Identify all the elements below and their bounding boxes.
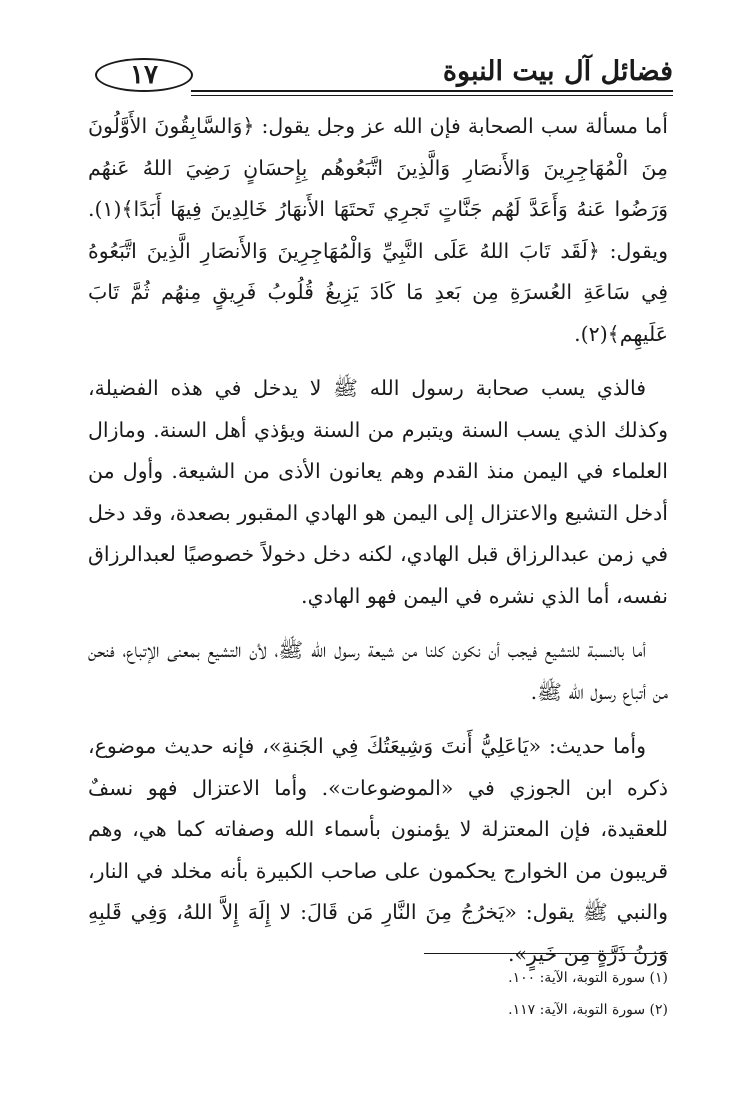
page-number: ١٧ (95, 58, 193, 92)
paragraph-companions: أما مسألة سب الصحابة فإن الله عز وجل يقول: ﴿وَالسَّابِقُونَ الأَوَّلُونَ مِنَ الْمُهَاجِرِينَ وَالأَنصَارِ وَالَّذِينَ اتَّبَعُوهُم بِإِحسَانٍ رَضِيَ اللهُ عَنهُم وَرَضُوا عَنهُ وَأَعَدَّ لَهُم جَنَّاتٍ تَجرِي تَحتَهَا الأَنهَارُ خَالِدِينَ فِيهَا أَبَدًا﴾(١). ويقول: ﴿لَقَد تَابَ اللهُ عَلَى النَّبِيِّ وَالْمُهَاجِرِينَ وَالأَنصَارِ الَّذِينَ اتَّبَعُوهُ فِي سَاعَةِ العُسرَةِ مِن بَعدِ مَا كَادَ يَزِيغُ قُلُوبُ فَرِيقٍ مِنهُم ثُمَّ تَابَ عَلَيهِم﴾(٢). (88, 114, 668, 346)
page-header (95, 52, 673, 98)
footnotes (268, 962, 668, 1026)
footnote-separator (424, 953, 668, 954)
main-text (88, 106, 668, 988)
footnote-1: (١) سورة التوبة، الآية: ١٠٠. (508, 970, 668, 986)
header-rule-thin (191, 95, 673, 96)
header-rule (191, 90, 673, 92)
footnote-2: (٢) سورة التوبة، الآية: ١١٧. (508, 1002, 668, 1018)
paragraph-yemen-history: فالذي يسب صحابة رسول الله ﷺ لا يدخل في هذه الفضيلة، وكذلك الذي يسب السنة ويتبرم من السنة ويؤذي أهل السنة. ومازال العلماء في اليمن منذ القدم وهم يعانون الأذى من الشيعة. وأول من أدخل التشيع والاعتزال إلى اليمن هو الهادي المقبور بصعدة، وقد دخل في زمن عبدالرزاق قبل الهادي، لكنه دخل دخولاً خصوصيًا لعبدالرزاق نفسه، أما الذي نشره في اليمن فهو الهادي. (88, 376, 668, 608)
paragraph-tashayyu: أما بالنسبة للتشيع فيجب أن نكون كلنا من شيعة رسول الله ﷺ، لأن التشيع بمعنى الإتباع، فنحن من أتباع رسول الله ﷺ. (88, 638, 668, 704)
book-title: فضائل آل بيت النبوة (442, 56, 673, 87)
paragraph-hadith: وأما حديث: «يَاعَلِيُّ أَنتَ وَشِيعَتُكَ فِي الجَنةِ»، فإنه حديث موضوع، ذكره ابن الجوزي في «الموضوعات». وأما الاعتزال فهو نسفٌ للعقيدة، فإن المعتزلة لا يؤمنون بأسماء الله وصفاته كما هي، وهم قريبون من الخوارج يحكمون على صاحب الكبيرة بأنه مخلد في النار، والنبي ﷺ يقول: «يَخرُجُ مِنَ النَّارِ مَن قَالَ: لا إِلَهَ إِلاَّ اللهُ، وَفِي قَلبِهِ وَزنُ ذَرَّةٍ مِن خَيرٍ». (88, 734, 668, 966)
